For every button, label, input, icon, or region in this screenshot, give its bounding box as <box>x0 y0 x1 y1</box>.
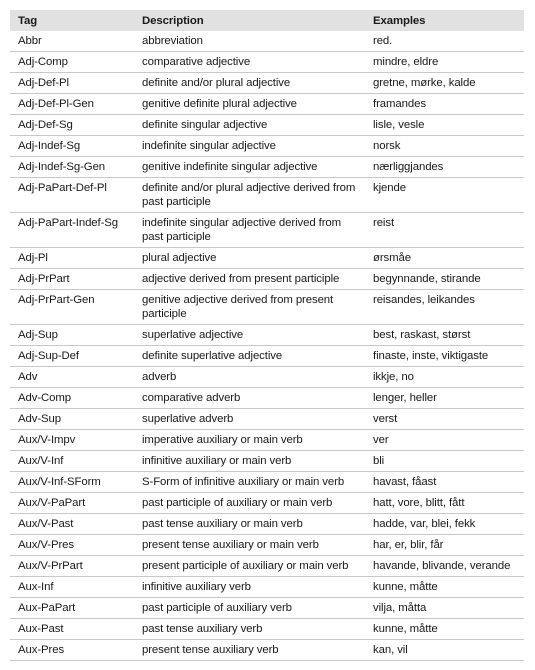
cell-examples: finaste, inste, viktigaste <box>365 346 524 367</box>
cell-tag: Adj-Def-Pl-Gen <box>10 94 134 115</box>
cell-description: past tense auxiliary or main verb <box>134 514 365 535</box>
cell-examples: kunne, måtte <box>365 577 524 598</box>
cell-examples: verst <box>365 409 524 430</box>
cell-description: adjective derived from present participle <box>134 269 365 290</box>
tag-table <box>10 10 524 661</box>
cell-description: indefinite singular adjective <box>134 136 365 157</box>
table-row <box>10 640 524 661</box>
cell-description: adverb <box>134 367 365 388</box>
table-row <box>10 178 524 213</box>
table-row <box>10 598 524 619</box>
header-tag: Tag <box>10 10 134 31</box>
table-row <box>10 248 524 269</box>
cell-tag: Adv-Sup <box>10 409 134 430</box>
table-row <box>10 115 524 136</box>
table-row <box>10 493 524 514</box>
cell-examples: ver <box>365 430 524 451</box>
cell-examples: ikkje, no <box>365 367 524 388</box>
cell-description: superlative adjective <box>134 325 365 346</box>
table-row <box>10 73 524 94</box>
cell-description: definite and/or plural adjective <box>134 73 365 94</box>
cell-tag: Adj-PaPart-Def-Pl <box>10 178 134 213</box>
cell-tag: Aux/V-PrPart <box>10 556 134 577</box>
cell-tag: Adv <box>10 367 134 388</box>
table-row <box>10 290 524 325</box>
cell-tag: Aux/V-Inf-SForm <box>10 472 134 493</box>
cell-tag: Adv-Comp <box>10 388 134 409</box>
table-row <box>10 430 524 451</box>
cell-description: definite singular adjective <box>134 115 365 136</box>
cell-description: present participle of auxiliary or main verb <box>134 556 365 577</box>
cell-examples: kjende <box>365 178 524 213</box>
table-row <box>10 346 524 367</box>
cell-tag: Aux-PaPart <box>10 598 134 619</box>
header-examples: Examples <box>365 10 524 31</box>
table-header <box>10 10 524 31</box>
cell-description: genitive definite plural adjective <box>134 94 365 115</box>
cell-examples: har, er, blir, får <box>365 535 524 556</box>
cell-examples: reisandes, leikandes <box>365 290 524 325</box>
cell-examples: lenger, heller <box>365 388 524 409</box>
cell-description: definite superlative adjective <box>134 346 365 367</box>
table-row <box>10 269 524 290</box>
cell-description: infinitive auxiliary verb <box>134 577 365 598</box>
cell-tag: Aux-Past <box>10 619 134 640</box>
table-row <box>10 577 524 598</box>
header-row <box>10 10 524 31</box>
cell-examples: gretne, mørke, kalde <box>365 73 524 94</box>
cell-examples: kan, vil <box>365 640 524 661</box>
table-row <box>10 514 524 535</box>
table-row <box>10 157 524 178</box>
table-row <box>10 52 524 73</box>
cell-tag: Adj-Def-Pl <box>10 73 134 94</box>
cell-examples: best, raskast, størst <box>365 325 524 346</box>
cell-description: superlative adverb <box>134 409 365 430</box>
table-row <box>10 136 524 157</box>
cell-description: past tense auxiliary verb <box>134 619 365 640</box>
cell-examples: hatt, vore, blitt, fått <box>365 493 524 514</box>
cell-description: present tense auxiliary verb <box>134 640 365 661</box>
cell-tag: Aux-Inf <box>10 577 134 598</box>
cell-examples: begynnande, stirande <box>365 269 524 290</box>
table-row <box>10 31 524 52</box>
cell-description: present tense auxiliary or main verb <box>134 535 365 556</box>
cell-description: indefinite singular adjective derived from past participle <box>134 213 365 248</box>
cell-description: past participle of auxiliary verb <box>134 598 365 619</box>
cell-examples: framandes <box>365 94 524 115</box>
table-row <box>10 619 524 640</box>
cell-tag: Adj-Comp <box>10 52 134 73</box>
cell-tag: Abbr <box>10 31 134 52</box>
cell-tag: Adj-Pl <box>10 248 134 269</box>
cell-description: infinitive auxiliary or main verb <box>134 451 365 472</box>
table-row <box>10 367 524 388</box>
cell-description: comparative adjective <box>134 52 365 73</box>
cell-tag: Adj-Indef-Sg <box>10 136 134 157</box>
cell-examples: mindre, eldre <box>365 52 524 73</box>
cell-tag: Adj-PrPart-Gen <box>10 290 134 325</box>
cell-examples: norsk <box>365 136 524 157</box>
cell-description: imperative auxiliary or main verb <box>134 430 365 451</box>
cell-examples: nærliggjandes <box>365 157 524 178</box>
table-row <box>10 409 524 430</box>
cell-examples: lisle, vesle <box>365 115 524 136</box>
cell-description: definite and/or plural adjective derived from past participle <box>134 178 365 213</box>
table-row <box>10 472 524 493</box>
cell-examples: vilja, måtta <box>365 598 524 619</box>
cell-tag: Adj-Sup-Def <box>10 346 134 367</box>
cell-description: genitive indefinite singular adjective <box>134 157 365 178</box>
table-row <box>10 451 524 472</box>
table-row <box>10 325 524 346</box>
table-row <box>10 94 524 115</box>
table-body <box>10 31 524 661</box>
cell-description: plural adjective <box>134 248 365 269</box>
cell-examples: reist <box>365 213 524 248</box>
table-row <box>10 556 524 577</box>
cell-examples: havande, blivande, verande <box>365 556 524 577</box>
cell-tag: Aux/V-Pres <box>10 535 134 556</box>
cell-tag: Adj-PrPart <box>10 269 134 290</box>
cell-examples: hadde, var, blei, fekk <box>365 514 524 535</box>
cell-tag: Aux/V-Inf <box>10 451 134 472</box>
cell-examples: havast, fåast <box>365 472 524 493</box>
cell-examples: kunne, måtte <box>365 619 524 640</box>
cell-description: past participle of auxiliary or main verb <box>134 493 365 514</box>
cell-description: comparative adverb <box>134 388 365 409</box>
header-description: Description <box>134 10 365 31</box>
cell-tag: Aux/V-Past <box>10 514 134 535</box>
cell-examples: ørsmåe <box>365 248 524 269</box>
cell-tag: Adj-Sup <box>10 325 134 346</box>
cell-tag: Adj-PaPart-Indef-Sg <box>10 213 134 248</box>
cell-examples: red. <box>365 31 524 52</box>
cell-tag: Aux-Pres <box>10 640 134 661</box>
cell-tag: Aux/V-Impv <box>10 430 134 451</box>
table-row <box>10 213 524 248</box>
cell-tag: Aux/V-PaPart <box>10 493 134 514</box>
table-row <box>10 388 524 409</box>
cell-description: S-Form of infinitive auxiliary or main verb <box>134 472 365 493</box>
cell-tag: Adj-Indef-Sg-Gen <box>10 157 134 178</box>
cell-tag: Adj-Def-Sg <box>10 115 134 136</box>
table-row <box>10 535 524 556</box>
cell-examples: bli <box>365 451 524 472</box>
cell-description: abbreviation <box>134 31 365 52</box>
cell-description: genitive adjective derived from present participle <box>134 290 365 325</box>
